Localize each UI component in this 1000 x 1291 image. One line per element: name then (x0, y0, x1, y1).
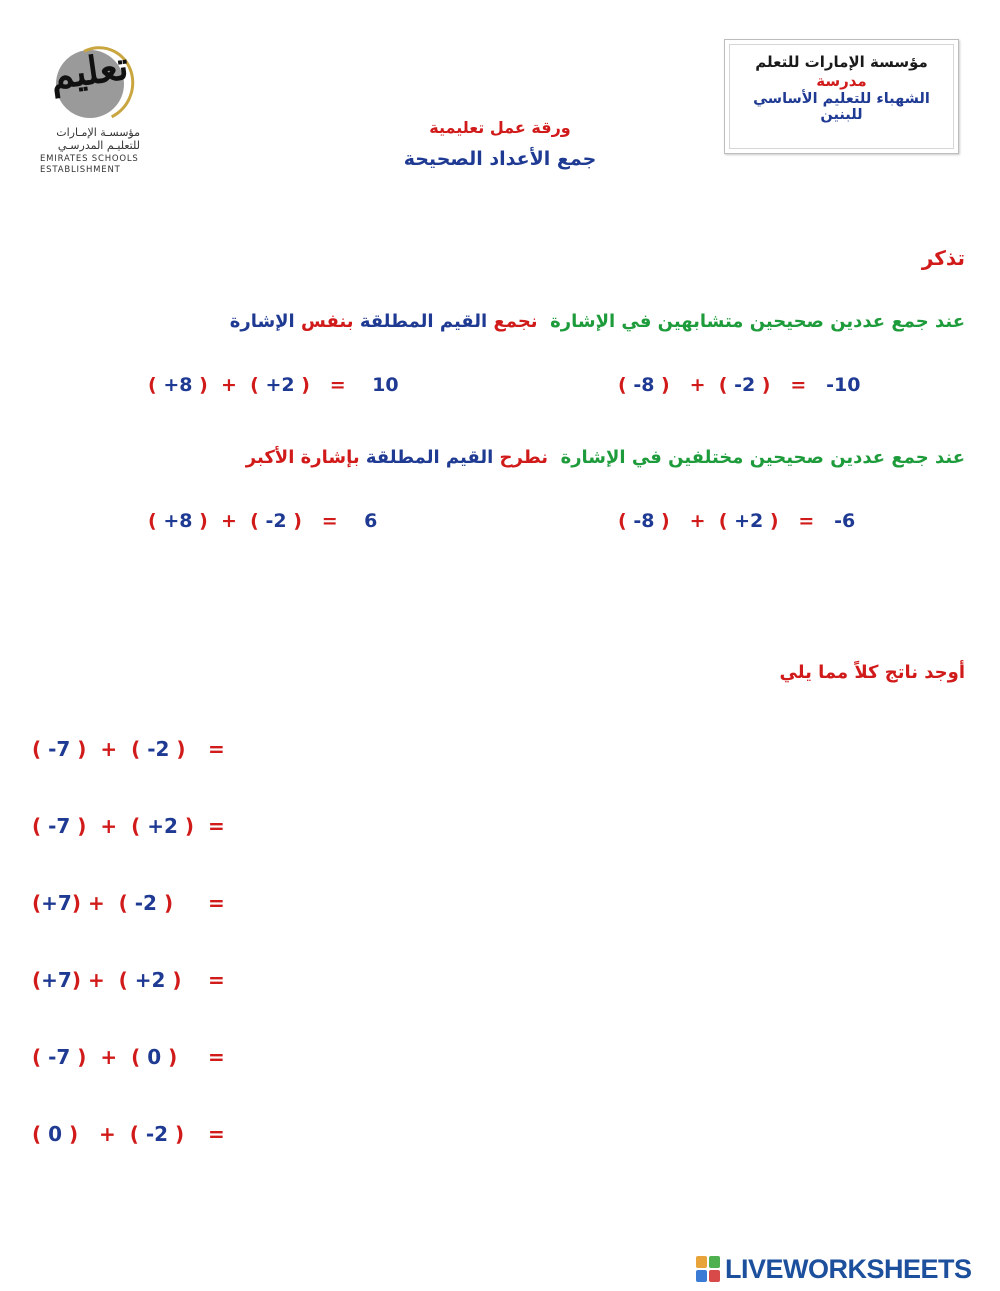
logo-arabic-text: مؤسسـة الإمـارات للتعليـم المدرسـي (56, 126, 140, 152)
emirates-schools-logo (36, 44, 146, 179)
example-expression: ( +8 ) + ( -2 ) = 6 (148, 510, 378, 532)
answer-equals[interactable]: = (208, 1045, 225, 1069)
question-row: ( -7 ) + ( -2 ) = (32, 737, 225, 761)
rule-same-sign: عند جمع عددين صحيحين متشابهين في الإشارة نجمع القيم المطلقة بنفس الإشارة (229, 311, 965, 332)
liveworksheets-text: LIVEWORKSHEETS (725, 1254, 972, 1284)
rule-different-sign: عند جمع عددين صحيحين مختلفين في الإشارة نطرح القيم المطلقة بإشارة الأكبر (245, 447, 965, 468)
question-row: ( -7 ) + ( 0 ) = (32, 1045, 225, 1069)
liveworksheets-icon (696, 1256, 722, 1284)
example-expression: ( -8 ) + ( +2 ) = -6 (618, 510, 856, 532)
school-header-box (724, 39, 959, 154)
example-expression: ( +8 ) + ( +2 ) = 10 (148, 374, 399, 396)
remember-heading: تذكر (921, 246, 965, 270)
example-result: 6 (364, 510, 378, 532)
question-row: ( -7 ) + ( +2 ) = (32, 814, 225, 838)
school-label: مدرسة (816, 72, 867, 90)
example-result: -10 (826, 374, 861, 396)
answer-equals[interactable]: = (208, 891, 225, 915)
logo-word: تعليم (47, 42, 132, 99)
logo-english-text: EMIRATES SCHOOLS ESTABLISHMENT (40, 154, 139, 175)
question-row: ( 0 ) + ( -2 ) = (32, 1122, 225, 1146)
answer-equals[interactable]: = (208, 737, 225, 761)
example-result: -6 (834, 510, 856, 532)
school-name: الشهباء للتعليم الأساسي للبنين (753, 91, 930, 123)
question-row: (+7) + ( -2 ) = (32, 891, 225, 915)
example-result: 10 (372, 374, 399, 396)
topic-title: جمع الأعداد الصحيحة (403, 148, 597, 170)
question-row: (+7) + ( +2 ) = (32, 968, 225, 992)
institution-name: مؤسسة الإمارات للتعلم (755, 53, 928, 71)
answer-equals[interactable]: = (208, 814, 225, 838)
liveworksheets-brand[interactable] (696, 1254, 972, 1285)
answer-equals[interactable]: = (208, 968, 225, 992)
exercise-instruction: أوجد ناتج كلاً مما يلي (779, 662, 965, 683)
answer-equals[interactable]: = (208, 1122, 225, 1146)
worksheet-title: ورقة عمل تعليمية (429, 118, 571, 137)
example-expression: ( -8 ) + ( -2 ) = -10 (618, 374, 861, 396)
